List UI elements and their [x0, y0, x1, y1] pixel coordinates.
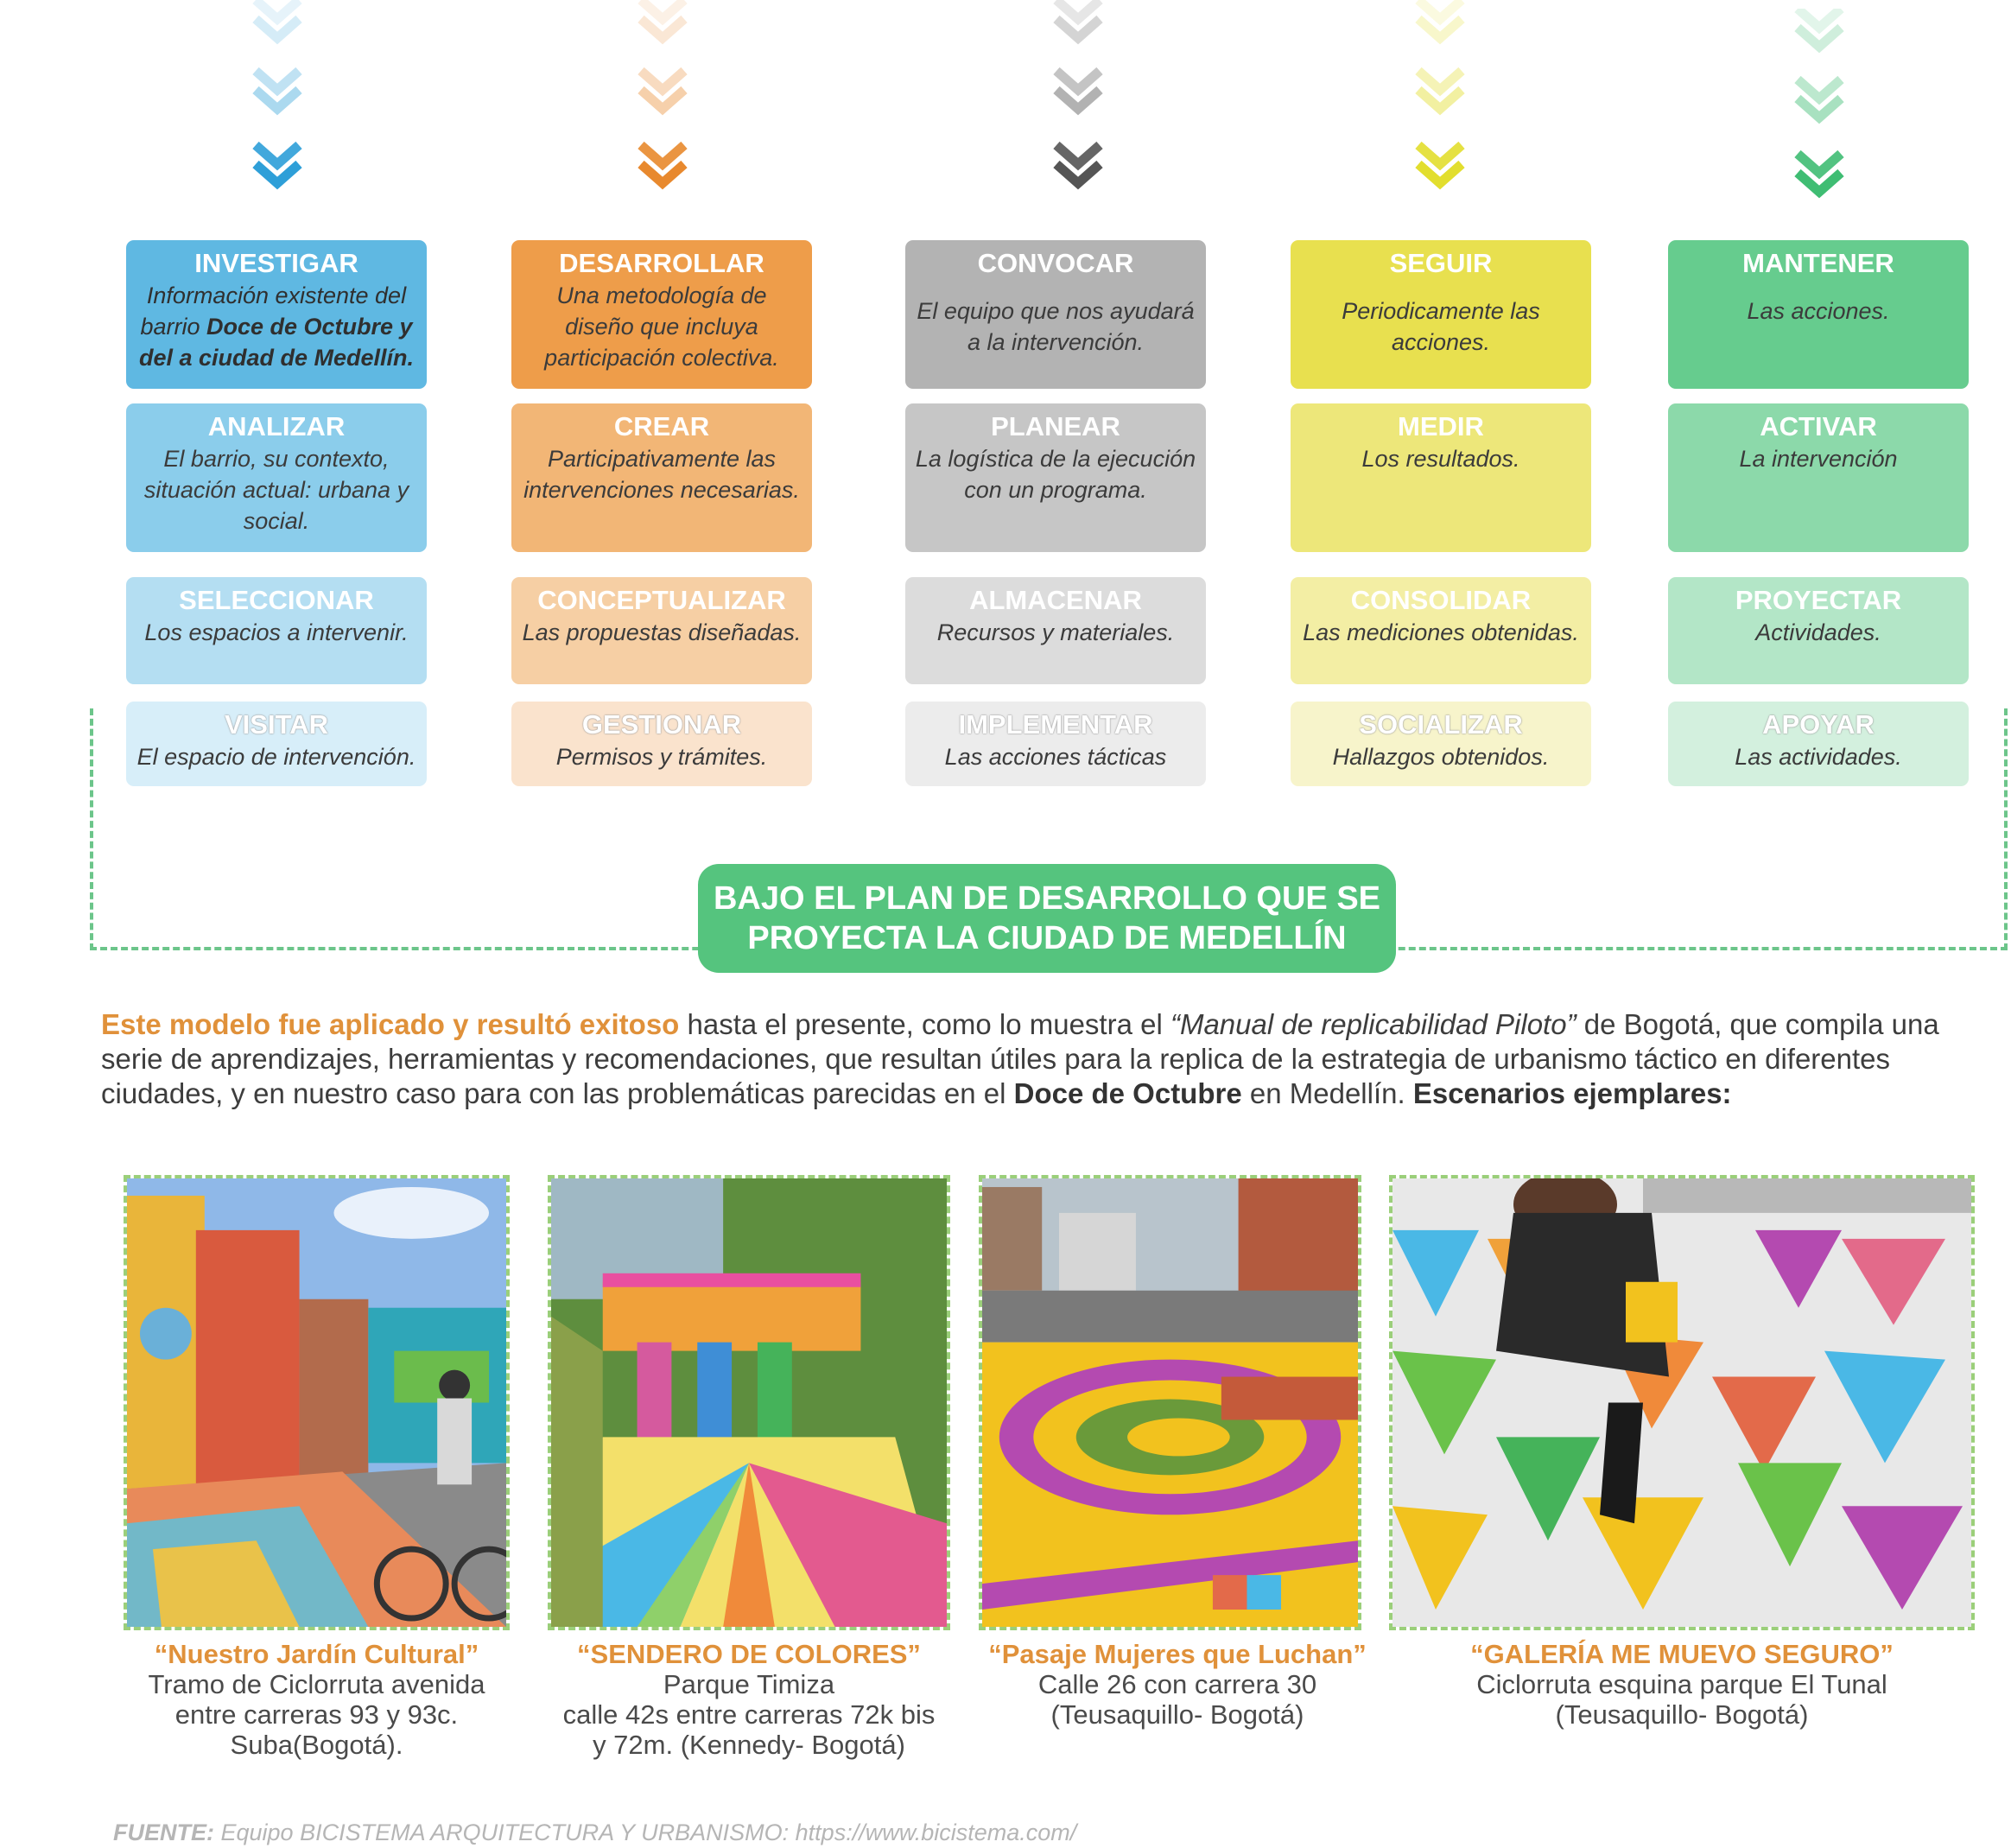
- card-conceptualizar: [511, 577, 812, 684]
- paragraph-text: hasta el presente, como lo muestra el: [679, 1008, 1170, 1040]
- card-proyectar: [1668, 577, 1969, 684]
- plan-banner: [698, 864, 1396, 973]
- card-desc: Las actividades.: [1735, 744, 1902, 770]
- caption-title: “SENDERO DE COLORES”: [577, 1639, 921, 1669]
- card-almacenar: [905, 577, 1206, 684]
- card-desc: Hallazgos obtenidos.: [1332, 744, 1550, 770]
- card-medir: [1291, 403, 1591, 552]
- photo-sendero-colores: [548, 1175, 950, 1630]
- card-title: APOYAR: [1762, 709, 1875, 740]
- card-desc: Permisos y trámites.: [555, 744, 768, 770]
- card-title: GESTIONAR: [581, 709, 742, 740]
- caption-line: Ciclorruta esquina parque El Tunal: [1476, 1669, 1887, 1699]
- caption-sendero-colores: [530, 1639, 967, 1760]
- card-title: SEGUIR: [1389, 248, 1493, 278]
- source-note: [113, 1819, 1076, 1846]
- card-desc: Actividades.: [1755, 619, 1881, 645]
- card-gestionar: [511, 702, 812, 786]
- card-desc: La logística de la ejecución con un programa.: [915, 446, 1196, 503]
- card-desc: Participativamente las intervenciones necesarias.: [523, 446, 800, 503]
- paragraph-text: de Bogotá, que compila una serie de aprendizajes, herramientas y recomendaciones, que resultan útiles para la replica de la estrategia de urbanismo táctico en diferentes ciudades, y en nuestro caso para con las problemáticas parecidas en el: [101, 1008, 1939, 1109]
- card-apoyar: [1668, 702, 1969, 786]
- caption-title: “Pasaje Mujeres que Luchan”: [988, 1639, 1367, 1669]
- card-investigar: [126, 240, 427, 389]
- card-title: ACTIVAR: [1760, 411, 1877, 441]
- card-crear: [511, 403, 812, 552]
- card-title: SOCIALIZAR: [1359, 709, 1523, 740]
- caption-pasaje-mujeres: [970, 1639, 1385, 1730]
- card-desc: La intervención: [1739, 446, 1898, 472]
- card-seguir: [1291, 240, 1591, 389]
- card-visitar: [126, 702, 427, 786]
- caption-line: (Teusaquillo- Bogotá): [1050, 1699, 1304, 1730]
- photo-pasaje-mujeres: [979, 1175, 1361, 1630]
- card-desc: Las propuestas diseñadas.: [522, 619, 802, 645]
- card-title: MEDIR: [1398, 411, 1484, 441]
- card-title: SELECCIONAR: [179, 585, 374, 615]
- caption-title: “GALERÍA ME MUEVO SEGURO”: [1470, 1639, 1894, 1669]
- card-title: DESARROLLAR: [559, 248, 764, 278]
- chevron-down-icon: [1793, 9, 1845, 216]
- card-desc: [126, 280, 427, 373]
- card-socializar: [1291, 702, 1591, 786]
- paragraph-bold: Escenarios ejemplares:: [1412, 1077, 1732, 1109]
- caption-jardin-cultural: [124, 1639, 510, 1760]
- card-desc-bold: Doce de Octubre y del a ciudad de Medellín.: [138, 314, 415, 371]
- banner-line-1: BAJO EL PLAN DE DESARROLLO QUE SE: [713, 880, 1381, 917]
- card-desc: Las acciones tácticas: [944, 744, 1167, 770]
- card-desc: Recursos y materiales.: [936, 619, 1175, 645]
- chevron-down-icon: [251, 0, 303, 207]
- card-title: CONCEPTUALIZAR: [537, 585, 786, 615]
- card-title: CONSOLIDAR: [1350, 585, 1532, 615]
- card-title: PROYECTAR: [1735, 585, 1902, 615]
- card-analizar: [126, 403, 427, 552]
- card-planear: [905, 403, 1206, 552]
- card-desc: El equipo que nos ayudará a la intervención.: [917, 298, 1195, 355]
- caption-line: Calle 26 con carrera 30: [1037, 1669, 1317, 1699]
- caption-line: Tramo de Ciclorruta avenida: [148, 1669, 485, 1699]
- card-title: ANALIZAR: [207, 411, 346, 441]
- manual-title: “Manual de replicabilidad Piloto”: [1170, 1008, 1576, 1040]
- card-desc: Las mediciones obtenidas.: [1303, 619, 1579, 645]
- card-seleccionar: [126, 577, 427, 684]
- chevron-down-icon: [1052, 0, 1104, 207]
- card-title: MANTENER: [1742, 248, 1894, 278]
- banner-line-2: PROYECTA LA CIUDAD DE MEDELLÍN: [747, 920, 1347, 956]
- card-title: CREAR: [613, 411, 710, 441]
- paragraph-text: en Medellín.: [1241, 1077, 1413, 1109]
- paragraph-bold: Doce de Octubre: [1013, 1077, 1242, 1109]
- card-desc: Periodicamente las acciones.: [1342, 298, 1540, 355]
- chevron-down-icon: [637, 0, 688, 207]
- card-activar: [1668, 403, 1969, 552]
- caption-line: calle 42s entre carreras 72k bis: [562, 1699, 936, 1730]
- card-title: VISITAR: [225, 709, 328, 740]
- caption-line: Suba(Bogotá).: [230, 1730, 403, 1760]
- card-implementar: [905, 702, 1206, 786]
- card-title: CONVOCAR: [977, 248, 1134, 278]
- photo-jardin-cultural: [124, 1175, 510, 1630]
- card-desc: El barrio, su contexto, situación actual: urbana y social.: [143, 446, 409, 534]
- card-title: INVESTIGAR: [194, 248, 358, 278]
- card-desc: Las acciones.: [1747, 298, 1890, 324]
- chevron-down-icon: [1414, 0, 1466, 207]
- source-text: Equipo BICISTEMA ARQUITECTURA Y URBANISMO: https://www.bicistema.com/: [214, 1819, 1077, 1845]
- caption-line: entre carreras 93 y 93c.: [174, 1699, 459, 1730]
- card-title: ALMACENAR: [969, 585, 1142, 615]
- caption-title: “Nuestro Jardín Cultural”: [154, 1639, 479, 1669]
- photo-galeria-me-muevo: [1389, 1175, 1975, 1630]
- card-desc: El espacio de intervención.: [136, 744, 416, 770]
- card-title: IMPLEMENTAR: [958, 709, 1153, 740]
- card-convocar: [905, 240, 1206, 389]
- caption-galeria-me-muevo: [1389, 1639, 1975, 1730]
- card-consolidar: [1291, 577, 1591, 684]
- card-mantener: [1668, 240, 1969, 389]
- card-desc: Los espacios a intervenir.: [144, 619, 409, 645]
- card-desc: Una metodología de diseño que incluya participación colectiva.: [544, 283, 779, 371]
- paragraph-highlight: Este modelo fue aplicado y resultó exitoso: [101, 1008, 680, 1040]
- intro-paragraph: [101, 1007, 2001, 1111]
- caption-line: y 72m. (Kennedy- Bogotá): [593, 1730, 905, 1760]
- caption-line: Parque Timiza: [663, 1669, 835, 1699]
- source-label: FUENTE:: [113, 1819, 214, 1845]
- card-desc-text: Información existente del barrio: [140, 283, 407, 340]
- card-desc: Los resultados.: [1361, 446, 1520, 472]
- caption-line: (Teusaquillo- Bogotá): [1555, 1699, 1809, 1730]
- card-title: PLANEAR: [991, 411, 1120, 441]
- card-desarrollar: [511, 240, 812, 389]
